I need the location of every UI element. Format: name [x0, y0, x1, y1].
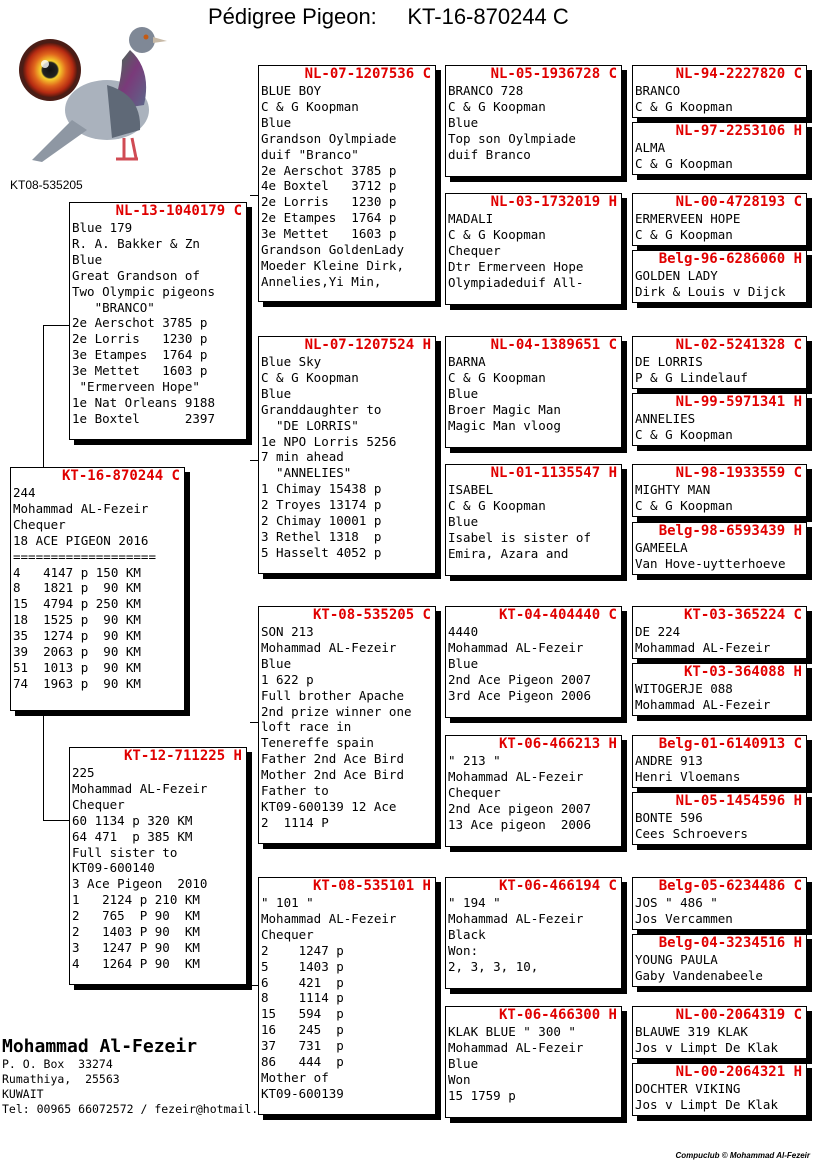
pigeon-card-mff — [445, 606, 622, 718]
detail-line: Tenereffe spain — [261, 735, 374, 751]
detail-line: 3e Etampes 1764 p — [72, 347, 208, 363]
pigeon-card-mm — [258, 877, 436, 1115]
detail-line: Chequer — [448, 784, 501, 800]
detail-line: Blue — [261, 385, 292, 401]
pigeon-card-g15 — [632, 1006, 807, 1059]
detail-line: BARNA — [448, 354, 486, 369]
detail-line: Granddaughter to — [261, 401, 382, 417]
pigeon-card-g16 — [632, 1063, 807, 1116]
ring-number: KT-08-535101 H — [312, 878, 431, 894]
detail-line: Mohammad AL-Fezeir — [448, 639, 584, 655]
detail-line: Olympiadeduif All- — [448, 274, 584, 290]
detail-line: Grandson Oylmpiade — [261, 130, 397, 146]
detail-line: DE 224 — [635, 624, 681, 639]
detail-line: Father to — [261, 783, 329, 799]
pigeon-photo — [12, 10, 172, 168]
connector-line — [43, 325, 69, 326]
detail-line: ANDRE 913 — [635, 753, 703, 768]
detail-line: Won: — [448, 942, 479, 958]
detail-line: 35 1274 p 90 KM — [13, 628, 141, 644]
detail-line: Moeder Kleine Dirk, — [261, 257, 404, 273]
pigeon-details — [70, 765, 246, 972]
pigeon-details — [446, 1024, 621, 1104]
detail-line: WITOGERJE 088 — [635, 681, 733, 696]
detail-line: Won — [448, 1071, 471, 1087]
pigeon-card-g12 — [632, 792, 807, 845]
detail-line: =================== — [13, 548, 156, 564]
detail-line: 2 Troyes 13174 p — [261, 497, 382, 513]
detail-line: duif "Branco" — [261, 146, 359, 162]
ring-number: NL-98-1933559 C — [675, 465, 802, 481]
detail-line: Mohammad AL-Fezeir — [72, 780, 208, 796]
pigeon-details — [446, 354, 621, 434]
detail-line: 2e Aerschot 3785 p — [72, 315, 208, 331]
connector-line — [43, 710, 44, 820]
pigeon-card-mfm — [445, 735, 622, 847]
detail-line: 244 — [13, 485, 36, 500]
detail-line: C & G Koopman — [635, 426, 733, 442]
owner-name: Mohammad Al-Fezeir — [2, 1036, 198, 1057]
detail-line: "ANNELIES" — [261, 465, 352, 481]
pigeon-details — [446, 895, 621, 975]
detail-line: Cees Schroevers — [635, 825, 748, 841]
detail-line: Chequer — [72, 796, 125, 812]
detail-line: R. A. Bakker & Zn — [72, 235, 200, 251]
detail-line: KT09-600140 — [72, 860, 155, 876]
detail-line: "DE LORRIS" — [261, 417, 359, 433]
detail-line: C & G Koopman — [635, 497, 733, 513]
detail-line: Mother of — [261, 1069, 329, 1085]
detail-line: 64 471 p 385 KM — [72, 828, 193, 844]
detail-line: 2 765 P 90 KM — [72, 908, 200, 924]
pigeon-card-g5 — [632, 336, 807, 389]
ring-number: NL-07-1207524 H — [304, 337, 431, 353]
detail-line: loft race in — [261, 719, 352, 735]
detail-line: 2 1114 P — [261, 814, 329, 830]
detail-line: 2nd prize winner one — [261, 703, 412, 719]
ring-number: Belg-98-6593439 H — [658, 523, 802, 539]
detail-line: 3 1247 P 90 KM — [72, 939, 200, 955]
owner-contact — [2, 1036, 258, 1117]
detail-line: Jos Vercammen — [635, 910, 733, 926]
pigeon-details — [633, 482, 806, 514]
detail-line: 225 — [72, 765, 95, 780]
connector-line — [250, 195, 258, 196]
detail-line: Blue 179 — [72, 220, 133, 235]
pigeon-card-g7 — [632, 464, 807, 517]
pigeon-details — [633, 1081, 806, 1113]
detail-line: BRANCO — [635, 83, 681, 98]
detail-line: Blue — [448, 513, 479, 529]
detail-line: 2 1403 P 90 KM — [72, 924, 200, 940]
owner-phone-email: Tel: 00965 66072572 / fezeir@hotmail. — [2, 1102, 259, 1116]
pigeon-details — [446, 624, 621, 704]
detail-line: ANNELIES — [635, 411, 696, 426]
detail-line: KT09-600139 12 Ace — [261, 798, 397, 814]
pigeon-card-fmf — [445, 336, 622, 448]
pigeon-details — [633, 1024, 806, 1056]
ring-number: NL-99-5971341 H — [675, 394, 802, 410]
pigeon-details — [633, 895, 806, 927]
pigeon-details — [633, 952, 806, 984]
pigeon-details — [633, 540, 806, 572]
detail-line: YOUNG PAULA — [635, 952, 718, 967]
ring-number: Belg-05-6234486 C — [658, 878, 802, 894]
detail-line: 5 Hasselt 4052 p — [261, 544, 382, 560]
ring-number: KT-03-365224 C — [683, 607, 802, 623]
detail-line: ISABEL — [448, 482, 494, 497]
detail-line: JOS " 486 " — [635, 895, 718, 910]
pigeon-details — [446, 482, 621, 562]
detail-line: GAMEELA — [635, 540, 688, 555]
pigeon-card-g8 — [632, 522, 807, 575]
pigeon-details — [259, 895, 435, 1102]
pigeon-card-g4 — [632, 250, 807, 303]
pigeon-details — [633, 753, 806, 785]
detail-line: C & G Koopman — [635, 98, 733, 114]
detail-line: C & G Koopman — [635, 226, 733, 242]
connector-line — [43, 820, 69, 821]
pigeon-details — [633, 268, 806, 300]
detail-line: 1 2124 p 210 KM — [72, 892, 200, 908]
pigeon-details — [633, 810, 806, 842]
detail-line: 18 ACE PIGEON 2016 — [13, 532, 149, 548]
detail-line: 13 Ace pigeon 2006 — [448, 816, 591, 832]
connector-line — [250, 985, 258, 986]
connector-line — [250, 722, 258, 723]
detail-line: DE LORRIS — [635, 354, 703, 369]
detail-line: Annelies,Yi Min, — [261, 273, 382, 289]
ring-number: NL-04-1389651 C — [490, 337, 617, 353]
pigeon-card-mother — [69, 747, 247, 985]
owner-address-line: KUWAIT — [2, 1087, 44, 1101]
detail-line: duif Branco — [448, 146, 531, 162]
ring-number: KT-06-466300 H — [498, 1007, 617, 1023]
pigeon-card-g1 — [632, 65, 807, 118]
ring-number: NL-07-1207536 C — [304, 66, 431, 82]
detail-line: Mohammad AL-Fezeir — [448, 910, 584, 926]
ring-number: NL-05-1936728 C — [490, 66, 617, 82]
pigeon-details — [633, 624, 806, 656]
detail-line: Mohammad AL-Fezeir — [261, 639, 397, 655]
ring-number: KT-08-535205 C — [312, 607, 431, 623]
detail-line: 3 Rethel 1318 p — [261, 528, 382, 544]
detail-line: Blue — [261, 655, 292, 671]
connector-line — [250, 460, 258, 461]
ring-number: KT-04-404440 C — [498, 607, 617, 623]
ring-number: KT-12-711225 H — [123, 748, 242, 764]
detail-line: Mohammad AL-Fezeir — [261, 910, 397, 926]
detail-line: MIGHTY MAN — [635, 482, 711, 497]
detail-line: 4e Boxtel 3712 p — [261, 178, 397, 194]
pigeon-card-g6 — [632, 393, 807, 446]
pigeon-details — [446, 83, 621, 163]
detail-line: Great Grandson of — [72, 267, 200, 283]
detail-line: " 101 " — [261, 895, 314, 910]
detail-line: 7 min ahead — [261, 449, 344, 465]
detail-line: 5 1403 p — [261, 958, 344, 974]
pigeon-card-fff — [445, 65, 622, 177]
pigeon-card-mf — [258, 606, 436, 844]
detail-line: C & G Koopman — [261, 98, 359, 114]
detail-line: 60 1134 p 320 KM — [72, 812, 193, 828]
detail-line: MADALI — [448, 211, 494, 226]
detail-line: 2e Etampes 1764 p — [261, 210, 397, 226]
detail-line: Blue — [261, 114, 292, 130]
detail-line: 2e Lorris 1230 p — [261, 194, 397, 210]
detail-line: Full brother Apache — [261, 687, 404, 703]
ring-number: Belg-01-6140913 C — [658, 736, 802, 752]
detail-line: Chequer — [13, 516, 66, 532]
ring-number: Belg-96-6286060 H — [658, 251, 802, 267]
detail-line: 37 731 p — [261, 1038, 344, 1054]
detail-line: 1 Chimay 15438 p — [261, 481, 382, 497]
pigeon-details — [633, 411, 806, 443]
detail-line: C & G Koopman — [635, 155, 733, 171]
pigeon-details — [633, 354, 806, 386]
detail-line: 15 1759 p — [448, 1087, 516, 1103]
detail-line: Blue — [448, 1055, 479, 1071]
detail-line: " 194 " — [448, 895, 501, 910]
ring-number: KT-16-870244 C — [61, 468, 180, 484]
ring-number: NL-05-1454596 H — [675, 793, 802, 809]
detail-line: 2 Chimay 10001 p — [261, 513, 382, 529]
detail-line: Chequer — [261, 926, 314, 942]
pigeon-card-subject — [10, 467, 185, 711]
detail-line: Grandson GoldenLady — [261, 242, 404, 258]
pigeon-card-ffm — [445, 193, 622, 305]
detail-line: C & G Koopman — [261, 369, 359, 385]
detail-line: C & G Koopman — [448, 497, 546, 513]
detail-line: KT09-600139 — [261, 1085, 344, 1101]
detail-line: Father 2nd Ace Bird — [261, 751, 404, 767]
detail-line: Emira, Azara and — [448, 545, 569, 561]
detail-line: Chequer — [448, 242, 501, 258]
pigeon-card-g9 — [632, 606, 807, 659]
owner-address-line: P. O. Box 33274 — [2, 1057, 113, 1071]
detail-line: Henri Vloemans — [635, 768, 741, 784]
ring-number: NL-94-2227820 C — [675, 66, 802, 82]
detail-line: 8 1114 p — [261, 990, 344, 1006]
detail-line: 15 4794 p 250 KM — [13, 596, 141, 612]
detail-line: Isabel is sister of — [448, 529, 591, 545]
detail-line: Blue — [448, 114, 479, 130]
pigeon-details — [633, 211, 806, 243]
detail-line: 74 1963 p 90 KM — [13, 675, 141, 691]
detail-line: ALMA — [635, 140, 666, 155]
detail-line: 2 1247 p — [261, 942, 344, 958]
detail-line: Gaby Vandenabeele — [635, 967, 763, 983]
ring-number: NL-02-5241328 C — [675, 337, 802, 353]
detail-line: P & G Lindelauf — [635, 369, 748, 385]
page-title: Pédigree Pigeon: KT-16-870244 C — [208, 4, 569, 29]
ring-number: NL-00-2064319 C — [675, 1007, 802, 1023]
ring-number: NL-01-1135547 H — [490, 465, 617, 481]
detail-line: SON 213 — [261, 624, 314, 639]
detail-line: Blue — [72, 251, 103, 267]
ring-number: KT-03-364088 H — [683, 664, 802, 680]
detail-line: 3rd Ace Pigeon 2006 — [448, 687, 591, 703]
ring-number: KT-06-466213 H — [498, 736, 617, 752]
pigeon-details — [11, 485, 184, 692]
detail-line: 1e Boxtel 2397 — [72, 410, 215, 426]
detail-line: BRANCO 728 — [448, 83, 524, 98]
detail-line: 39 2063 p 90 KM — [13, 644, 141, 660]
detail-line: Top son Oylmpiade — [448, 130, 576, 146]
detail-line: Mohammad AL-Fezeir — [635, 639, 771, 655]
ring-number: KT-06-466194 C — [498, 878, 617, 894]
detail-line: GOLDEN LADY — [635, 268, 718, 283]
ring-number: NL-03-1732019 H — [490, 194, 617, 210]
detail-line: ERMERVEEN HOPE — [635, 211, 741, 226]
detail-line: 3e Mettet 1603 p — [72, 363, 208, 379]
pigeon-card-g2 — [632, 122, 807, 175]
ring-number: Belg-04-3234516 H — [658, 935, 802, 951]
detail-line: 1e NPO Lorris 5256 — [261, 433, 397, 449]
pigeon-details — [259, 354, 435, 561]
pigeon-card-mmf — [445, 877, 622, 989]
detail-line: BLAUWE 319 KLAK — [635, 1024, 748, 1039]
pigeon-details — [633, 681, 806, 713]
detail-line: Mohammad AL-Fezeir — [13, 500, 149, 516]
detail-line: BLUE BOY — [261, 83, 322, 98]
detail-line: Blue — [448, 385, 479, 401]
pigeon-details — [446, 211, 621, 291]
detail-line: Magic Man vloog — [448, 417, 561, 433]
detail-line: Two Olympic pigeons — [72, 283, 215, 299]
pigeon-card-ff — [258, 65, 436, 302]
detail-line: C & G Koopman — [448, 369, 546, 385]
detail-line: 3 Ace Pigeon 2010 — [72, 876, 208, 892]
detail-line: 16 245 p — [261, 1022, 344, 1038]
pigeon-card-g10 — [632, 663, 807, 716]
detail-line: 2, 3, 3, 10, — [448, 958, 539, 974]
detail-line: Jos v Limpt De Klak — [635, 1096, 778, 1112]
pigeon-details — [259, 624, 435, 831]
detail-line: C & G Koopman — [448, 226, 546, 242]
pigeon-card-fmm — [445, 464, 622, 576]
pigeon-card-g3 — [632, 193, 807, 246]
detail-line: 86 444 p — [261, 1054, 344, 1070]
detail-line: Broer Magic Man — [448, 401, 561, 417]
detail-line: "BRANCO" — [72, 299, 155, 315]
detail-line: Mohammad AL-Fezeir — [448, 768, 584, 784]
detail-line: 2e Aerschot 3785 p — [261, 162, 397, 178]
detail-line: Dirk & Louis v Dijck — [635, 283, 786, 299]
photo-caption: KT08-535205 — [10, 178, 83, 192]
pigeon-details — [259, 83, 435, 290]
connector-line — [43, 325, 44, 467]
pigeon-card-fm — [258, 336, 436, 574]
ring-number: NL-00-4728193 C — [675, 194, 802, 210]
ring-number: NL-00-2064321 H — [675, 1064, 802, 1080]
pigeon-card-g13 — [632, 877, 807, 930]
copyright-credit: Compuclub © Mohammad Al-Fezeir — [675, 1151, 810, 1160]
detail-line: " 213 " — [448, 753, 501, 768]
detail-line: Full sister to — [72, 844, 178, 860]
ring-number: NL-13-1040179 C — [115, 203, 242, 219]
pigeon-details — [633, 83, 806, 115]
detail-line: 1 622 p — [261, 671, 314, 687]
detail-line: 51 1013 p 90 KM — [13, 659, 141, 675]
detail-line: Mother 2nd Ace Bird — [261, 767, 404, 783]
detail-line: 15 594 p — [261, 1006, 344, 1022]
owner-address-line: Rumathiya, 25563 — [2, 1072, 120, 1086]
detail-line: 4 4147 p 150 KM — [13, 564, 141, 580]
detail-line: 4 1264 P 90 KM — [72, 955, 200, 971]
pigeon-details — [446, 753, 621, 833]
detail-line: BONTE 596 — [635, 810, 703, 825]
detail-line: 2e Lorris 1230 p — [72, 331, 208, 347]
detail-line: DOCHTER VIKING — [635, 1081, 741, 1096]
detail-line: "Ermerveen Hope" — [72, 379, 200, 395]
detail-line: 2nd Ace pigeon 2007 — [448, 800, 591, 816]
detail-line: C & G Koopman — [448, 98, 546, 114]
detail-line: 6 421 p — [261, 974, 344, 990]
pigeon-card-g14 — [632, 934, 807, 987]
pigeon-details — [633, 140, 806, 172]
detail-line: Mohammad AL-Fezeir — [448, 1039, 584, 1055]
pigeon-card-mmm — [445, 1006, 622, 1118]
pigeon-card-g11 — [632, 735, 807, 788]
detail-line: 18 1525 p 90 KM — [13, 612, 141, 628]
detail-line: Dtr Ermerveen Hope — [448, 258, 584, 274]
detail-line: Jos v Limpt De Klak — [635, 1039, 778, 1055]
detail-line: 3e Mettet 1603 p — [261, 226, 397, 242]
ring-number: NL-97-2253106 H — [675, 123, 802, 139]
detail-line: 2nd Ace Pigeon 2007 — [448, 671, 591, 687]
detail-line: Blue — [448, 655, 479, 671]
detail-line: Van Hove-uytterhoeve — [635, 555, 786, 571]
detail-line: 4440 — [448, 624, 479, 639]
detail-line: Blue Sky — [261, 354, 322, 369]
detail-line: KLAK BLUE " 300 " — [448, 1024, 576, 1039]
detail-line: Mohammad AL-Fezeir — [635, 696, 771, 712]
detail-line: 1e Nat Orleans 9188 — [72, 394, 215, 410]
detail-line: Black — [448, 926, 486, 942]
pigeon-details — [70, 220, 246, 427]
detail-line: 8 1821 p 90 KM — [13, 580, 141, 596]
pigeon-card-father — [69, 202, 247, 440]
